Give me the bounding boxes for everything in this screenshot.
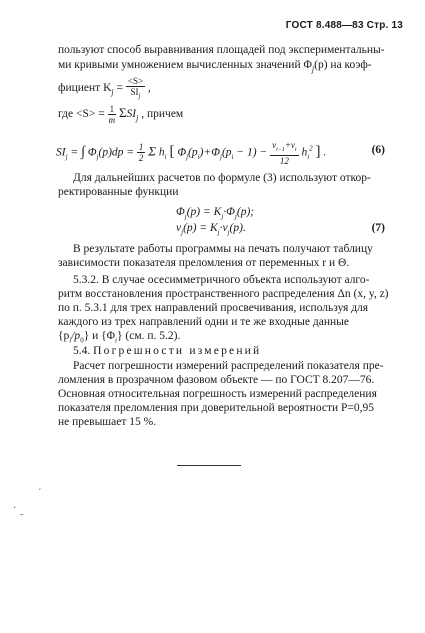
scan-mark: ˊ <box>38 488 42 499</box>
text-line-16: Основная относительная погрешность измерений распределения <box>58 388 377 400</box>
fraction-numerator: <S> <box>127 76 144 86</box>
text-line-17: показателя преломления при доверительной вероятности P=0,95 <box>58 402 375 414</box>
section-heading-5-4: 5.4. Погрешности измерений <box>73 345 262 357</box>
text-line-5: Для дальнейших расчетов по формуле (3) используют откор- <box>73 172 371 184</box>
fraction-denominator: $SI_j$ <box>130 87 141 100</box>
text-segment: ми кривыми умножением вычисленных значений Φ <box>58 59 312 71</box>
equation-number-7: (7) <box>371 222 385 234</box>
text-segment: фициент K <box>58 82 112 95</box>
text-line-2: ми кривыми умножением вычисленных значений $\Phi_j(p)$ на коэф- <box>58 59 372 74</box>
text-line-15: ломления в прозрачном фазовом объекте — по ГОСТ 8.207—76. <box>58 374 375 386</box>
text-line-4: где <S> = $\frac{1}{m}$ $\Sigma SI_j$ , причем <box>58 104 184 125</box>
text-line-9: 5.3.2. В случае осесимметричного объекта используют алго- <box>73 274 370 286</box>
fraction-v-over-12 <box>270 140 298 166</box>
text-segment: , причем <box>138 108 184 121</box>
fraction-numerator: $v_{i-1}+v_i$ <box>270 140 298 156</box>
text-line-12: каждого из трех направлений одни и те же входные данные <box>58 316 349 328</box>
text-line-6: ректированные функции <box>58 186 179 198</box>
text-line-11: по п. 5.3.1 для трех направлений просвечивания, используя для <box>58 302 369 314</box>
text-line-14: Расчет погрешности измерений распределений показателя пре- <box>73 360 384 372</box>
text-line-10: ритм восстановления пространственного распределения Δn (x, y, z) <box>58 288 389 300</box>
fraction-denominator: 2 <box>138 153 144 164</box>
text-line-8: зависимости показателя преломления от переменных r и Θ. <box>58 257 350 269</box>
fraction-one-over-m <box>108 104 117 125</box>
text-line-3: фициент $K_j$ = $\frac{<S>}{SI_j}$ , <box>58 76 151 100</box>
equation-7-line-2: $v_j(p) = K_j\cdot v_j(p)$. <box>176 222 246 237</box>
equation-6: $SI_j$ = ∫ $\Phi_j(p)dp$ = $\frac{1}{2}$ Σ $h_i$ [ $\Phi_j(p_i)+\Phi_j(p_i - 1)$ − $\frac{v_{i-1}+v_i}{12}$ $h_i^2$ ] . <box>56 140 327 166</box>
fraction-numerator: 1 <box>138 142 144 153</box>
text-segment: где <S> = <box>58 108 105 121</box>
page-header: ГОСТ 8.488—83 Стр. 13 <box>285 20 403 31</box>
text-segment: SI <box>56 146 66 159</box>
text-line-18: не превышает 15 %. <box>58 416 157 428</box>
fraction-denominator: 12 <box>279 155 289 166</box>
fraction-denominator: m <box>108 115 116 125</box>
text-line-7: В результате работы программы на печать получают таблицу <box>73 243 373 255</box>
end-separator-line <box>177 465 241 466</box>
fraction-s-over-si <box>126 76 145 101</box>
text-segment: (p) на коэф- <box>314 59 372 71</box>
scan-mark: · <box>13 503 17 514</box>
equation-7-line-1: $\Phi_j(p) = K_j\cdot\Phi_j(p)$; <box>176 206 255 221</box>
fraction-numerator: 1 <box>109 104 115 114</box>
fraction-one-half <box>137 142 146 163</box>
text-segment: = <box>113 82 126 95</box>
equation-number-6: (6) <box>371 144 385 156</box>
scan-mark: ˷ <box>20 505 24 516</box>
text-line-1: пользуют способ выравнивания площадей под экспериментальны- <box>58 44 385 56</box>
text-line-13: $\{p_i/p_0\}$ и $\{\Phi_i\}$ (см. п. 5.2). <box>58 330 181 345</box>
